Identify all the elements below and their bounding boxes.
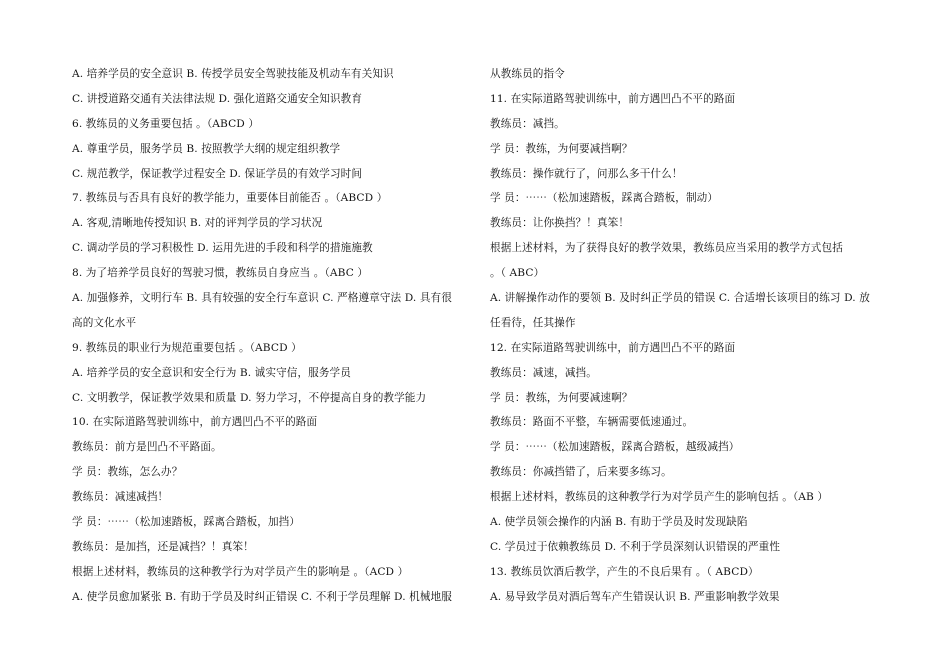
dialogue-line: 学 员：⋯⋯（松加速踏板，踩离合踏板，越级减挡） [490, 441, 740, 454]
question-line: 12. 在实际道路驾驶训练中，前方遇凹凸不平的路面 [490, 341, 736, 354]
left-column [72, 62, 472, 610]
text-line: 根据上述材料，教练员的这种教学行为对学员产生的影响是 。（ACD ） [72, 565, 409, 578]
text-line: A. 讲解操作动作的要领 B. 及时纠正学员的错误 C. 合适增长该项目的练习 D. 放 [490, 292, 870, 305]
dialogue-line: 教练员：你减挡错了，后来要多练习。 [490, 466, 672, 479]
text-line: 根据上述材料，为了获得良好的教学效果，教练员应当采用的教学方式包括 [490, 242, 843, 255]
text-line: 从教练员的指令 [490, 68, 565, 80]
text-line: A. 培养学员的安全意识 B. 传授学员安全驾驶技能及机动车有关知识 [72, 68, 394, 80]
question-line: 9. 教练员的职业行为规范重要包括 。（ABCD ） [72, 341, 302, 354]
text-line: A. 客观,清晰地传授知识 B. 对的评判学员的学习状况 [72, 217, 323, 230]
text-line: 高的文化水平 [72, 316, 137, 329]
text-line: A. 易导致学员对酒后驾车产生错误认识 B. 严重影响教学效果 [490, 590, 780, 603]
dialogue-line: 教练员：是加挡，还是减挡？！真笨！ [72, 540, 254, 553]
text-line: A. 培养学员的安全意识和安全行为 B. 诚实守信，服务学员 [72, 366, 351, 379]
question-line: 6. 教练员的义务重要包括 。（ABCD ） [72, 117, 260, 130]
text-line: C. 规范教学，保证教学过程安全 D. 保证学员的有效学习时间 [72, 167, 363, 180]
question-line: 10. 在实际道路驾驶训练中，前方遇凹凸不平的路面 [72, 416, 318, 429]
dialogue-line: 学 员：⋯⋯（松加速踏板，踩离合踏板，加挡） [72, 516, 301, 529]
dialogue-line: 教练员：前方是凹凸不平路面。 [72, 441, 222, 454]
question-line: 13. 教练员饮酒后教学，产生的不良后果有 。（ ABCD） [490, 565, 759, 578]
text-line: A. 尊重学员，服务学员 B. 按照教学大纲的规定组织教学 [72, 142, 341, 155]
dialogue-line: 教练员：减速减挡！ [72, 491, 169, 504]
text-line: C. 讲授道路交通有关法律法规 D. 强化道路交通安全知识教育 [72, 92, 363, 105]
dialogue-line: 教练员：减挡。 [490, 117, 565, 130]
dialogue-line: 学 员：教练，为何要减速啊？ [490, 391, 633, 404]
text-line: C. 文明教学，保证教学效果和质量 D. 努力学习，不停提高自身的教学能力 [72, 391, 427, 404]
text-line: A. 使学员愈加紧张 B. 有助于学员及时纠正错误 C. 不利于学员理解 D. 机械地服 [72, 590, 452, 603]
text-line: 。（ ABC） [490, 267, 545, 280]
dialogue-line: 教练员：让你换挡？！真笨！ [490, 217, 630, 230]
question-line: 8. 为了培养学员良好的驾驶习惯，教练员自身应当 。（ABC ） [72, 267, 369, 280]
question-line: 7. 教练员与否具有良好的教学能力，重要体目前能否 。（ABCD ） [72, 192, 388, 205]
text-line: 根据上述材料，教练员的这种教学行为对学员产生的影响包括 。（AB ） [490, 491, 829, 504]
dialogue-line: 教练员：路面不平整，车辆需要低速通过。 [490, 416, 694, 429]
text-line: C. 调动学员的学习积极性 D. 运用先进的手段和科学的措施施教 [72, 242, 373, 255]
dialogue-line: 教练员：操作就行了，问那么多干什么！ [490, 167, 683, 180]
dialogue-line: 教练员：减速，减挡。 [490, 366, 597, 379]
dialogue-line: 学 员：教练，为何要减挡啊？ [490, 142, 633, 155]
text-line: A. 加强修养，文明行车 B. 具有较强的安全行车意识 C. 严格遵章守法 D. 具有很 [72, 292, 452, 305]
text-line: C. 学员过于依赖教练员 D. 不利于学员深刻认识错误的严重性 [490, 540, 781, 553]
dialogue-line: 学 员：教练，怎么办？ [72, 466, 183, 479]
text-line: A. 使学员领会操作的内涵 B. 有助于学员及时发现缺陷 [490, 516, 748, 529]
dialogue-line: 学 员：⋯⋯（松加速踏板，踩离合踏板，制动） [490, 192, 719, 205]
question-line: 11. 在实际道路驾驶训练中，前方遇凹凸不平的路面 [490, 92, 736, 105]
right-column [490, 62, 890, 610]
text-line: 任看待，任其操作 [490, 316, 576, 329]
